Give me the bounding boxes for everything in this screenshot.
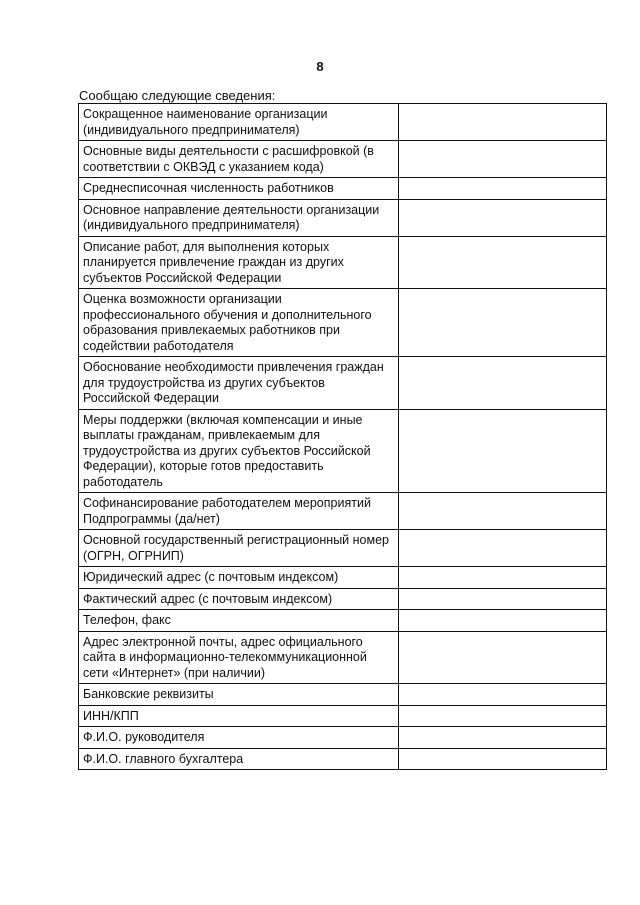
table-row (79, 748, 607, 770)
row-label: Основной государственный регистрационный номер (ОГРН, ОГРНИП) (79, 530, 399, 567)
table-row (79, 357, 607, 410)
table-row (79, 236, 607, 289)
row-value-field[interactable] (399, 236, 607, 289)
table-row (79, 631, 607, 684)
row-value-field[interactable] (399, 199, 607, 236)
table-row (79, 104, 607, 141)
row-value-field[interactable] (399, 610, 607, 632)
table-row (79, 493, 607, 530)
row-value-field[interactable] (399, 357, 607, 410)
row-value-field[interactable] (399, 493, 607, 530)
row-label: Основное направление деятельности организации (индивидуального предпринимателя) (79, 199, 399, 236)
row-value-field[interactable] (399, 289, 607, 357)
row-value-field[interactable] (399, 409, 607, 493)
table-row (79, 588, 607, 610)
row-label: Описание работ, для выполнения которых планируется привлечение граждан из других субъектов Российской Федерации (79, 236, 399, 289)
row-label: Основные виды деятельности с расшифровкой (в соответствии с ОКВЭД с указанием кода) (79, 141, 399, 178)
table-row (79, 199, 607, 236)
table-row (79, 705, 607, 727)
row-label: Ф.И.О. главного бухгалтера (79, 748, 399, 770)
table-row (79, 727, 607, 749)
row-value-field[interactable] (399, 567, 607, 589)
table-row (79, 178, 607, 200)
row-value-field[interactable] (399, 748, 607, 770)
row-label: Фактический адрес (с почтовым индексом) (79, 588, 399, 610)
row-label: Оценка возможности организации профессионального обучения и дополнительного образования привлекаемых работников при содействии работодателя (79, 289, 399, 357)
row-label: Софинансирование работодателем мероприятий Подпрограммы (да/нет) (79, 493, 399, 530)
row-value-field[interactable] (399, 178, 607, 200)
row-value-field[interactable] (399, 588, 607, 610)
row-label: Телефон, факс (79, 610, 399, 632)
company-info-table (78, 103, 607, 770)
row-label: Сокращенное наименование организации (индивидуального предпринимателя) (79, 104, 399, 141)
row-value-field[interactable] (399, 530, 607, 567)
table-row (79, 530, 607, 567)
table-row (79, 289, 607, 357)
row-label: Юридический адрес (с почтовым индексом) (79, 567, 399, 589)
row-value-field[interactable] (399, 104, 607, 141)
row-label: Обоснование необходимости привлечения граждан для трудоустройства из других субъектов Российской Федерации (79, 357, 399, 410)
row-label: Ф.И.О. руководителя (79, 727, 399, 749)
page-number: 8 (316, 59, 324, 74)
table-row (79, 141, 607, 178)
table-row (79, 567, 607, 589)
row-value-field[interactable] (399, 684, 607, 706)
table-row (79, 684, 607, 706)
intro-text: Сообщаю следующие сведения: (79, 88, 276, 103)
table-row (79, 610, 607, 632)
row-value-field[interactable] (399, 727, 607, 749)
row-label: Среднесписочная численность работников (79, 178, 399, 200)
row-value-field[interactable] (399, 705, 607, 727)
row-label: Банковские реквизиты (79, 684, 399, 706)
row-value-field[interactable] (399, 631, 607, 684)
table-row (79, 409, 607, 493)
row-label: ИНН/КПП (79, 705, 399, 727)
row-value-field[interactable] (399, 141, 607, 178)
row-label: Адрес электронной почты, адрес официального сайта в информационно-телекоммуникационной сети «Интернет» (при наличии) (79, 631, 399, 684)
row-label: Меры поддержки (включая компенсации и иные выплаты гражданам, привлекаемым для трудоустройства из других субъектов Российской Федерации), которые готов предоставить работодатель (79, 409, 399, 493)
